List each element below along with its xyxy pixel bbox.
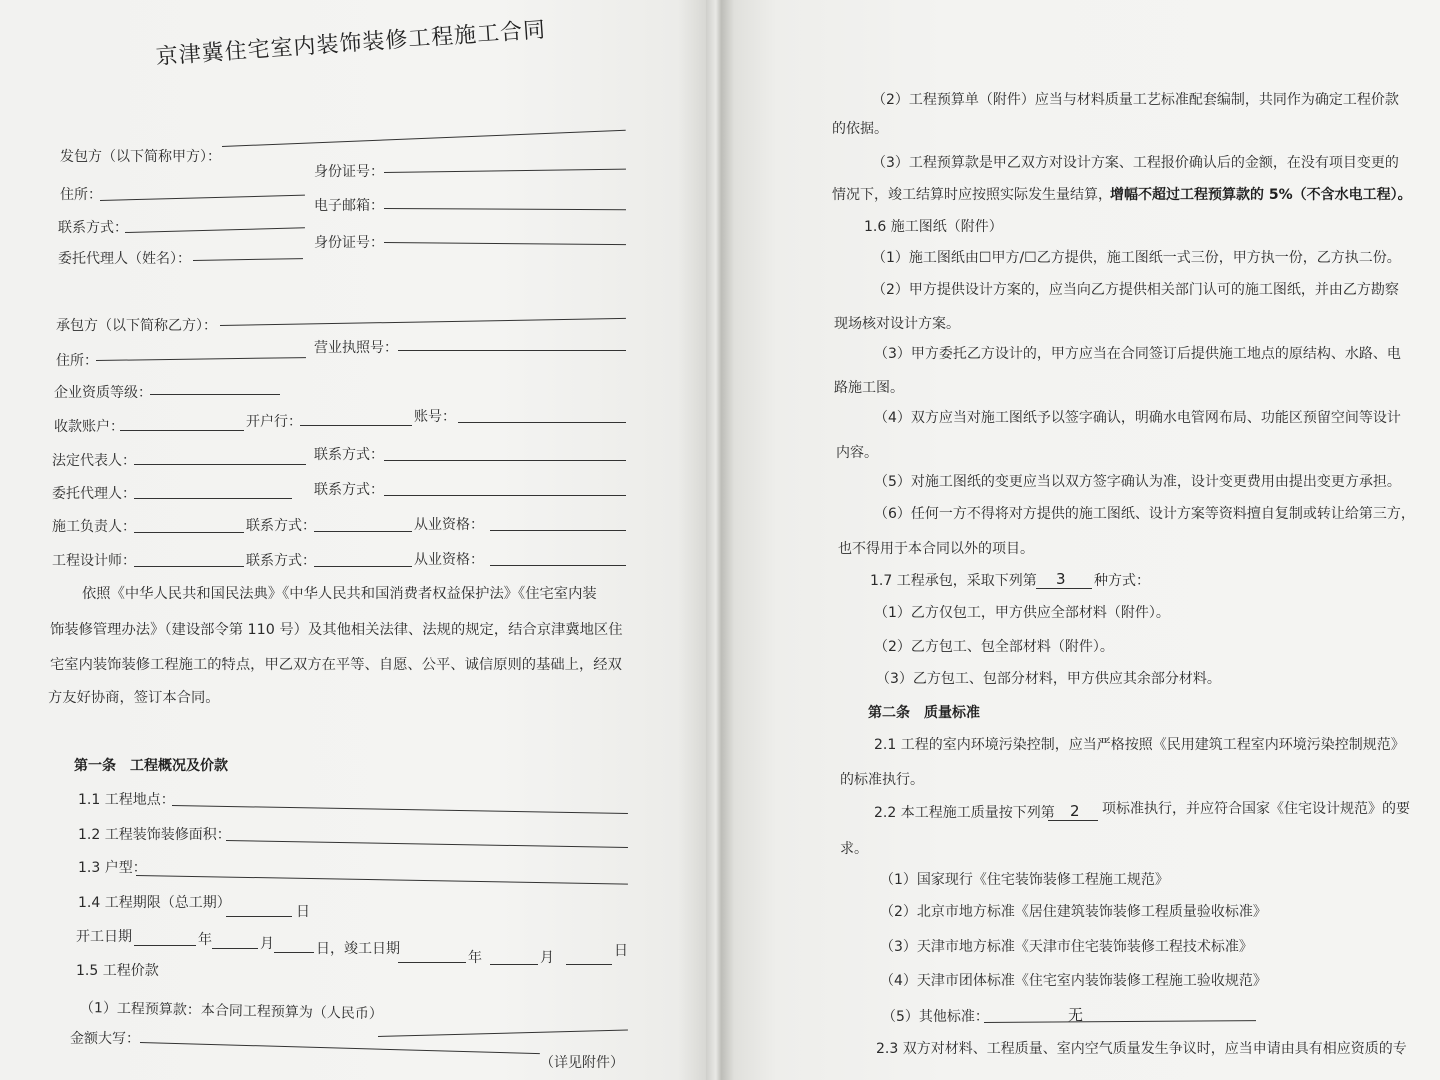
r-line-27: （3）天津市地方标准《天津市住宅装饰装修工程技术标准》 <box>880 939 1253 955</box>
right-page <box>734 0 1440 1080</box>
party-b-qualification-field[interactable] <box>150 394 280 395</box>
preamble-line-3: 宅室内装饰装修工程施工的特点，甲乙双方在平等、自愿、公平、诚信原则的基础上，经双 <box>50 657 622 673</box>
start-year-unit: 年 <box>198 932 212 948</box>
preamble-line-1: 依照《中华人民共和国民法典》《中华人民共和国消费者权益保护法》《住宅室内装 <box>82 586 597 602</box>
r-line-25: （1）国家现行《住宅装饰装修工程施工规范》 <box>880 872 1169 888</box>
legal-contact-field[interactable] <box>384 460 626 461</box>
preamble-line-2: 饰装修管理办法》（建设部令第 110 号）及其他相关法律、法规的规定，结合京津冀地区住 <box>50 622 623 638</box>
r-line-6: （1）施工图纸由☐甲方/☐乙方提供，施工图纸一式三份，甲方执一份，乙方执二份。 <box>872 250 1401 266</box>
party-b-bank-field[interactable] <box>300 425 412 426</box>
leader-contact-label: 联系方式： <box>246 518 316 534</box>
start-day-field[interactable] <box>274 952 314 953</box>
r-line-10: 路施工图。 <box>834 380 904 396</box>
r-line-3: （3）工程预算款是甲乙双方对设计方案、工程报价确认后的金额，在没有项目变更的 <box>872 155 1399 171</box>
leader-qual-field[interactable] <box>490 530 626 531</box>
party-b-bank-label: 开户行： <box>246 414 302 430</box>
party-a-agent-field[interactable] <box>193 258 303 261</box>
r-line-18: （2）乙方包工、包全部材料（附件）。 <box>874 639 1114 655</box>
budget-field[interactable] <box>378 1029 628 1037</box>
r-line-4: 情况下，竣工结算时应按照实际发生量结算， <box>832 187 1112 203</box>
party-b-account-no-field[interactable] <box>458 422 626 423</box>
end-year-unit: 年 <box>468 950 482 966</box>
r-line-1: （2）工程预算单（附件）应当与材料质量工艺标准配套编制，共同作为确定工程价款 <box>872 92 1399 108</box>
r-line-12: 内容。 <box>836 445 878 461</box>
r-line-26: （2）北京市地方标准《居住建筑装饰装修工程质量验收标准》 <box>880 904 1267 920</box>
left-page <box>0 0 706 1080</box>
preamble-line-4: 方友好协商，签订本合同。 <box>48 690 220 706</box>
party-a-email-label: 电子邮箱： <box>314 198 384 214</box>
standard-value: 2 <box>1070 802 1080 820</box>
party-a-agent-label: 委托代理人（姓名）： <box>58 251 191 267</box>
designer-contact-field[interactable] <box>314 566 412 567</box>
r-line-29: （5）其他标准： <box>882 1009 989 1025</box>
agent-b-field[interactable] <box>134 498 292 499</box>
item-1-2-label: 1.2 工程装饰装修面积： <box>78 827 231 843</box>
designer-field[interactable] <box>134 566 244 567</box>
r-line-4-bold: 增幅不超过工程预算款的 5%（不含水电工程）。 <box>1110 187 1412 203</box>
standard-field[interactable] <box>1048 820 1098 821</box>
party-b-address-label: 住所： <box>56 353 98 369</box>
party-a-contact-field[interactable] <box>125 227 305 233</box>
party-a-id-field[interactable] <box>384 169 626 173</box>
r-line-11: （4）双方应当对施工图纸予以签字确认，明确水电管网布局、功能区预留空间等设计 <box>874 410 1401 426</box>
designer-label: 工程设计师： <box>52 553 136 569</box>
start-month-unit: 月 <box>260 936 274 952</box>
r-line-17: （1）乙方仅包工，甲方供应全部材料（附件）。 <box>874 605 1170 621</box>
r-line-2: 的依据。 <box>832 121 888 137</box>
r-line-23b: 项标准执行，并应符合国家《住宅设计规范》的要 <box>1102 801 1410 817</box>
item-1-5-label: 1.5 工程价款 <box>76 963 159 979</box>
amount-label: 金额大写： <box>70 1031 140 1047</box>
party-a-address-field[interactable] <box>100 195 305 201</box>
end-year-field[interactable] <box>398 962 466 963</box>
leader-field[interactable] <box>134 532 244 533</box>
r-line-14: （6）任何一方不得将对方提供的施工图纸、设计方案等资料擅自复制或转让给第三方， <box>874 506 1415 522</box>
legal-rep-label: 法定代表人： <box>52 453 136 469</box>
article-2-title: 第二条 质量标准 <box>868 705 980 721</box>
party-a-field[interactable] <box>222 130 626 147</box>
item-1-5-1-label: （1）工程预算款：本合同工程预算为（人民币） <box>79 1000 384 1023</box>
party-a-address-label: 住所： <box>60 187 102 203</box>
party-a-id-label: 身份证号： <box>314 164 384 180</box>
party-a-agent-id-field[interactable] <box>384 242 626 245</box>
r-line-24: 求。 <box>840 841 868 857</box>
other-standard-field[interactable] <box>984 1020 1256 1023</box>
item-1-4-label: 1.4 工程期限（总工期） <box>78 895 231 911</box>
amount-field[interactable] <box>140 1042 540 1054</box>
agent-b-contact-field[interactable] <box>384 495 626 496</box>
party-b-field[interactable] <box>220 318 626 326</box>
party-b-license-field[interactable] <box>398 350 626 351</box>
start-year-field[interactable] <box>134 945 196 946</box>
agent-b-label: 委托代理人： <box>52 486 136 502</box>
party-b-license-label: 营业执照号： <box>314 340 398 356</box>
end-day-field[interactable] <box>566 964 612 965</box>
r-line-16b: 种方式： <box>1094 573 1150 589</box>
end-month-unit: 月 <box>540 950 554 966</box>
designer-qual-label: 从业资格： <box>414 552 484 568</box>
duration-unit: 日 <box>296 904 310 920</box>
other-standard-value: 无 <box>1068 1006 1084 1024</box>
r-line-16: 1.7 工程承包，采取下列第 <box>870 573 1037 589</box>
r-line-15: 也不得用于本合同以外的项目。 <box>838 541 1034 557</box>
party-a-agent-id-label: 身份证号： <box>314 235 384 251</box>
item-1-2-field[interactable] <box>226 840 628 848</box>
leader-qual-label: 从业资格： <box>414 517 484 533</box>
legal-rep-field[interactable] <box>134 464 306 465</box>
r-line-19: （3）乙方包工、包部分材料，甲方供应其余部分材料。 <box>876 671 1221 687</box>
r-line-28: （4）天津市团体标准《住宅室内装饰装修工程施工验收规范》 <box>880 973 1267 989</box>
item-1-3-field[interactable] <box>136 875 628 885</box>
method-value: 3 <box>1056 570 1066 588</box>
start-month-field[interactable] <box>212 948 258 949</box>
party-a-label: 发包方（以下简称甲方）： <box>60 149 221 165</box>
r-line-7: （2）甲方提供设计方案的，应当向乙方提供相关部门认可的施工图纸，并由乙方勘察 <box>872 282 1399 298</box>
r-line-21: 2.1 工程的室内环境污染控制，应当严格按照《民用建筑工程室内环境污染控制规范》 <box>874 737 1405 753</box>
party-b-label: 承包方（以下简称乙方）： <box>56 318 217 334</box>
item-1-3-label: 1.3 户型： <box>78 860 147 876</box>
end-date-label: 日，竣工日期 <box>316 941 400 957</box>
r-line-5: 1.6 施工图纸（附件） <box>864 219 1003 235</box>
method-field[interactable] <box>1036 588 1092 589</box>
r-line-23: 2.2 本工程施工质量按下列第 <box>874 805 1055 821</box>
designer-contact-label: 联系方式： <box>246 553 316 569</box>
item-1-1-label: 1.1 工程地点： <box>78 792 175 808</box>
party-a-email-field[interactable] <box>384 208 626 210</box>
start-date-label: 开工日期 <box>76 929 132 945</box>
r-line-13: （5）对施工图纸的变更应当以双方签字确认为准，设计变更费用由提出变更方承担。 <box>874 474 1401 490</box>
end-month-field[interactable] <box>490 964 538 965</box>
party-b-qualification-label: 企业资质等级： <box>54 385 152 401</box>
end-day-unit: 日 <box>614 943 628 959</box>
agent-b-contact-label: 联系方式： <box>314 482 384 498</box>
party-b-address-field[interactable] <box>96 357 306 361</box>
designer-qual-field[interactable] <box>490 565 626 566</box>
leader-contact-field[interactable] <box>314 531 412 532</box>
leader-label: 施工负责人： <box>52 519 136 535</box>
r-line-30: 2.3 双方对材料、工程质量、室内空气质量发生争议时，应当申请由具有相应资质的专 <box>876 1041 1407 1057</box>
party-a-contact-label: 联系方式： <box>58 220 128 236</box>
party-b-account-field[interactable] <box>120 430 244 431</box>
r-line-9: （3）甲方委托乙方设计的，甲方应当在合同签订后提供施工地点的原结构、水路、电 <box>874 346 1401 362</box>
r-line-22: 的标准执行。 <box>840 772 924 788</box>
see-attachment: （详见附件） <box>540 1055 624 1071</box>
legal-contact-label: 联系方式： <box>314 447 384 463</box>
article-1-title: 第一条 工程概况及价款 <box>74 758 228 774</box>
contract-title: 京津冀住宅室内装饰装修工程施工合同 <box>155 17 547 70</box>
book-gutter <box>706 0 734 1080</box>
duration-field[interactable] <box>226 916 292 917</box>
party-b-account-no-label: 账号： <box>414 409 456 425</box>
item-1-1-field[interactable] <box>172 805 628 814</box>
r-line-8: 现场核对设计方案。 <box>834 316 960 332</box>
party-b-account-label: 收款账户： <box>54 419 124 435</box>
